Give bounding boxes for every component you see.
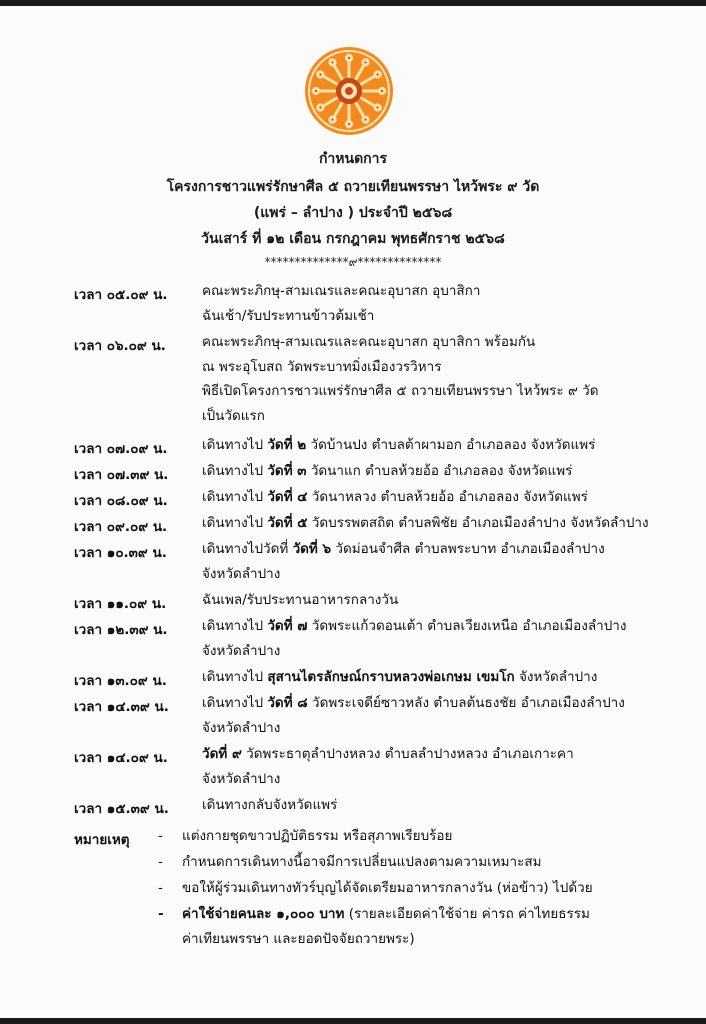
schedule-time: เวลา ๑๔.๐๙ น. <box>74 750 168 766</box>
description-line: ฉันเช้า/รับประทานข้าวต้มเช้า <box>202 307 375 324</box>
project-title: โครงการชาวแพร่รักษาศีล ๕ ถวายเทียนพรรษา ไหว้พระ ๙ วัด <box>166 179 540 195</box>
wheel-spoke-tip <box>313 88 318 93</box>
schedule-description <box>202 330 682 428</box>
schedule-description <box>202 511 682 536</box>
project-subtitle: (แพร่ – ลำปาง ) ประจำปี ๒๕๖๘ <box>253 205 453 221</box>
temple-number: วัดที่ ๗ <box>267 618 308 634</box>
schedule-time: เวลา ๑๒.๓๙ น. <box>74 622 168 638</box>
doc-heading: กำหนดการ <box>318 151 388 167</box>
schedule-description <box>202 459 682 484</box>
schedule-description <box>202 537 682 586</box>
description-line: วัดที่ ๙ วัดพระธาตุลำปางหลวง ตำบลลำปางหลวง อำเภอเกาะคา <box>202 746 574 762</box>
wheel-spoke-tip <box>330 117 335 122</box>
note-continuation: ค่าเทียนพรรษา และยอดปัจจัยถวายพระ) <box>182 930 415 947</box>
wheel-spoke-tip <box>346 121 351 126</box>
temple-number: วัดที่ ๙ <box>202 746 242 762</box>
schedule-time: เวลา ๐๖.๐๙ น. <box>74 338 166 354</box>
notes-label: หมายเหตุ <box>74 832 130 848</box>
description-line: เดินทางไป วัดที่ ๔ วัดนาหลวง ตำบลห้วยอ้อ อำเภอลอง จังหวัดแพร่ <box>202 489 588 505</box>
description-line: เดินทางไปวัดที่ วัดที่ ๖ วัดม่อนจำศีล ตำบลพระบาท อำเภอเมืองลำปาง <box>202 541 605 557</box>
note-item: - ขอให้ผู้ร่วมเดินทางทัวร์บุญได้จัดเตรียมอาหารกลางวัน (ห่อข้าว) ไปด้วย <box>158 876 593 901</box>
schedule-time: เวลา ๑๐.๓๙ น. <box>74 545 167 561</box>
schedule-description <box>202 588 682 613</box>
star-divider: **************๙************** <box>264 255 442 269</box>
temple-number: สุสานไตรลักษณ์กราบหลวงพ่อเกษม เขมโก <box>267 669 515 685</box>
schedule-description <box>202 279 682 328</box>
schedule-time: เวลา ๑๑.๐๙ น. <box>74 596 167 612</box>
schedule-description <box>202 691 682 740</box>
description-line: ฉันเพล/รับประทานอาหารกลางวัน <box>202 592 399 608</box>
wheel-spoke-tip <box>346 55 351 60</box>
description-line: เดินทางกลับจังหวัดแพร่ <box>202 797 338 813</box>
note-bullet: - <box>158 854 163 870</box>
dharma-wheel-logo <box>304 46 394 136</box>
wheel-spoke-tip <box>318 72 323 77</box>
description-line: เดินทางไป วัดที่ ๕ วัดบรรพตสถิต ตำบลพิชัย อำเภอเมืองลำปาง จังหวัดลำปาง <box>202 515 649 531</box>
temple-number: วัดที่ ๓ <box>267 463 307 479</box>
description-line: เป็นวัดแรก <box>202 407 265 424</box>
temple-number: วัดที่ ๔ <box>267 489 308 505</box>
schedule-description <box>202 665 682 690</box>
schedule-time: เวลา ๑๔.๓๙ น. <box>74 699 169 715</box>
description-line: คณะพระภิกษุ-สามเณรและคณะอุบาสก อุบาสิกา พร้อมกัน <box>202 334 536 350</box>
note-bullet: - <box>158 828 163 844</box>
wheel-spoke-tip <box>318 105 323 110</box>
temple-number: วัดที่ ๒ <box>267 437 307 453</box>
schedule-description <box>202 485 682 510</box>
wheel-spoke-tip <box>375 72 380 77</box>
description-line: จังหวัดลำปาง <box>202 770 281 787</box>
description-line: เดินทางไป วัดที่ ๓ วัดนาแก ตำบลห้วยอ้อ อำเภอลอง จังหวัดแพร่ <box>202 463 573 479</box>
description-line: จังหวัดลำปาง <box>202 642 281 659</box>
schedule-description <box>202 742 682 791</box>
description-line: จังหวัดลำปาง <box>202 719 281 736</box>
description-line: เดินทางไป สุสานไตรลักษณ์กราบหลวงพ่อเกษม เขมโก จังหวัดลำปาง <box>202 669 598 685</box>
schedule-time: เวลา ๐๗.๐๙ น. <box>74 441 168 457</box>
wheel-spoke-tip <box>379 88 384 93</box>
schedule-description <box>202 433 682 458</box>
description-line: จังหวัดลำปาง <box>202 565 281 582</box>
schedule-time: เวลา ๑๓.๐๙ น. <box>74 673 167 689</box>
description-line: ณ พระอุโบสถ วัดพระบาทมิ่งเมืองวรวิหาร <box>202 358 442 375</box>
temple-number: วัดที่ ๘ <box>267 695 308 711</box>
note-item: - แต่งกายชุดขาวปฏิบัติธรรม หรือสุภาพเรียบร้อย <box>158 824 452 849</box>
description-line: เดินทางไป วัดที่ ๘ วัดพระเจดีย์ซาวหลัง ตำบลต้นธงชัย อำเภอเมืองลำปาง <box>202 695 625 711</box>
schedule-description <box>202 614 682 663</box>
schedule-time: เวลา ๐๘.๐๙ น. <box>74 493 168 509</box>
wheel-spoke-tip <box>363 117 368 122</box>
document-page <box>0 6 706 1018</box>
note-item: - ค่าใช้จ่ายคนละ ๑,๐๐๐ บาท (รายละเอียดค่าใช้จ่าย ค่ารถ ค่าไทยธรรม ค่าเทียนพรรษา และยอดปัจจัยถวายพระ) <box>158 902 590 951</box>
schedule-description <box>202 793 682 818</box>
schedule-time: เวลา ๑๕.๓๙ น. <box>74 801 169 817</box>
schedule-time: เวลา ๐๗.๓๙ น. <box>74 467 169 483</box>
description-line: เดินทางไป วัดที่ ๗ วัดพระแก้วดอนเต้า ตำบลเวียงเหนือ อำเภอเมืองลำปาง <box>202 618 627 634</box>
temple-number: วัดที่ ๕ <box>267 515 308 531</box>
description-line: คณะพระภิกษุ-สามเณรและคณะอุบาสก อุบาสิกา <box>202 283 481 299</box>
wheel-spoke-tip <box>363 60 368 65</box>
note-item: - กำหนดการเดินทางนี้อาจมีการเปลี่ยนแปลงตามความเหมาะสม <box>158 850 542 875</box>
event-date: วันเสาร์ ที่ ๑๒ เดือน กรกฎาคม พุทธศักราช ๒๕๖๘ <box>201 231 505 247</box>
wheel-spoke-tip <box>375 105 380 110</box>
wheel-spoke-tip <box>330 60 335 65</box>
description-line: เดินทางไป วัดที่ ๒ วัดบ้านปง ตำบลต้าผามอก อำเภอลอง จังหวัดแพร่ <box>202 437 596 453</box>
note-bullet: - <box>158 906 164 922</box>
cost-per-person: ค่าใช้จ่ายคนละ ๑,๐๐๐ บาท <box>182 906 345 922</box>
temple-number: วัดที่ ๖ <box>292 541 332 557</box>
description-line: พิธีเปิดโครงการชาวแพร่รักษาศีล ๕ ถวายเทียนพรรษา ไหว้พระ ๙ วัด <box>202 383 599 399</box>
note-bullet: - <box>158 880 163 896</box>
schedule-time: เวลา ๐๙.๐๙ น. <box>74 519 168 535</box>
schedule-time: เวลา ๐๕.๐๙ น. <box>74 287 168 303</box>
